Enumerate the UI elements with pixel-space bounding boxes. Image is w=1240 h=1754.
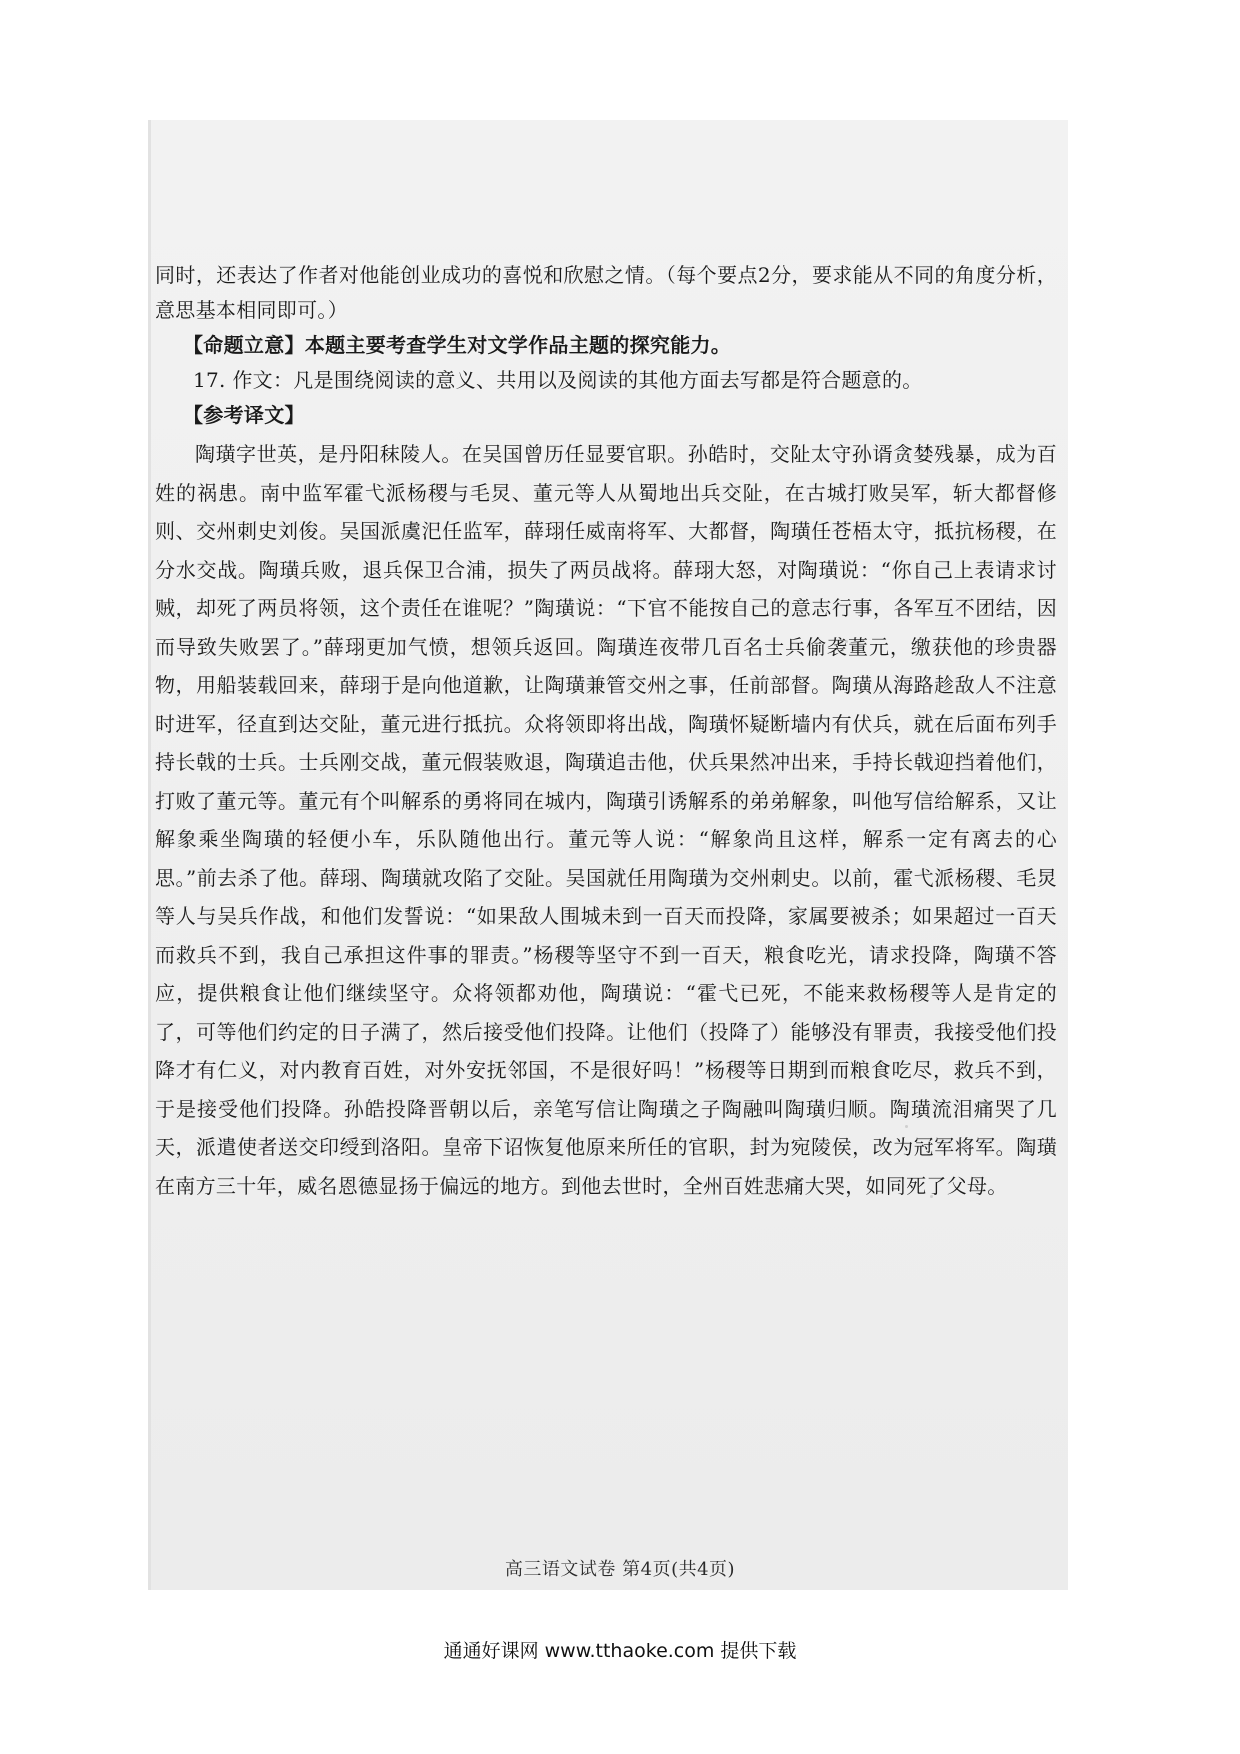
answer-continuation: 同时，还表达了作者对他能创业成功的喜悦和欣慰之情。（每个要点2分，要求能从不同的角度分析，意思基本相同即可。）: [155, 263, 1057, 322]
page-footer: 高三语文试卷 第4页(共4页): [504, 1559, 736, 1580]
intent-text: 本题主要考查学生对文学作品主题的探究能力。: [304, 333, 732, 357]
translation-body: 陶璜字世英，是丹阳秣陵人。在吴国曾历任显要官职。孙皓时，交阯太守孙谞贪婪残暴，成为百姓的祸患。南中监军霍弋派杨稷与毛炅、董元等人从蜀地出兵交阯，在古城打败吴军，斩大都督修则、交州刺史刘俊。吴国派虞汜任监军，薛珝任威南将军、大都督，陶璜任苍梧太守，抵抗杨稷，在分水交战。陶璜兵败，退兵保卫合浦，损失了两员战将。薛珝大怒，对陶璜说：“你自己上表请求讨贼，却死了两员将领，这个责任在谁呢？”陶璜说：“下官不能按自己的意志行事，各军互不团结，因而导致失败罢了。”薛珝更加气愤，想领兵返回。陶璜连夜带几百名士兵偷袭董元，缴获他的珍贵器物，用船装载回来，薛珝于是向他道歉，让陶璜兼管交州之事，任前部督。陶璜从海路趁敌人不注意时进军，径直到达交阯，董元进行抵抗。众将领即将出战，陶璜怀疑断墙内有伏兵，就在后面布列手持长戟的士兵。士兵刚交战，董元假装败退，陶璜追击他，伏兵果然冲出来，手持长戟迎挡着他们，打败了董元等。董元有个叫解系的勇将同在城内，陶璜引诱解系的弟弟解象，叫他写信给解系，又让解象乘坐陶璜的轻便小车，乐队随他出行。董元等人说：“解象尚且这样，解系一定有离去的心思。”前去杀了他。薛珝、陶璜就攻陷了交阯。吴国就任用陶璜为交州刺史。以前，霍弋派杨稷、毛炅等人与吴兵作战，和他们发誓说：“如果敌人围城未到一百天而投降，家属要被杀；如果超过一百天而救兵不到，我自己承担这件事的罪责。”杨稷等坚守不到一百天，粮食吃光，请求投降，陶璜不答应，提供粮食让他们继续坚守。众将领都劝他，陶璜说：“霍弋已死，不能来救杨稷等人是肯定的了，可等他们约定的日子满了，然后接受他们投降。让他们（投降了）能够没有罪责，我接受他们投降才有仁义，对内教育百姓，对外安抚邻国，不是很好吗！”杨稷等日期到而粮食吃尽，救兵不到，于是接受他们投降。孙皓投降晋朝以后，亲笔写信让陶璜之子陶融叫陶璜归顺。陶璜流泪痛哭了几天，派遣使者送交印绶到洛阳。皇帝下诏恢复他原来所任的官职，封为宛陵侯，改为冠军将军。陶璜在南方三十年，威名恩德显扬于偏远的地方。到他去世时，全州百姓悲痛大哭，如同死了父母。: [155, 442, 1057, 1198]
document-body: [155, 258, 1057, 1205]
translation-heading: 【参考译文】: [183, 403, 305, 427]
scan-edge: [148, 120, 151, 1590]
site-footer: 通通好课网 www.tthaoke.com 提供下载: [443, 1640, 797, 1662]
intent-line: [155, 328, 1057, 363]
question-17: 17. 作文：凡是围绕阅读的意义、共用以及阅读的其他方面去写都是符合题意的。: [193, 368, 923, 392]
intent-label: 【命题立意】: [183, 333, 305, 357]
